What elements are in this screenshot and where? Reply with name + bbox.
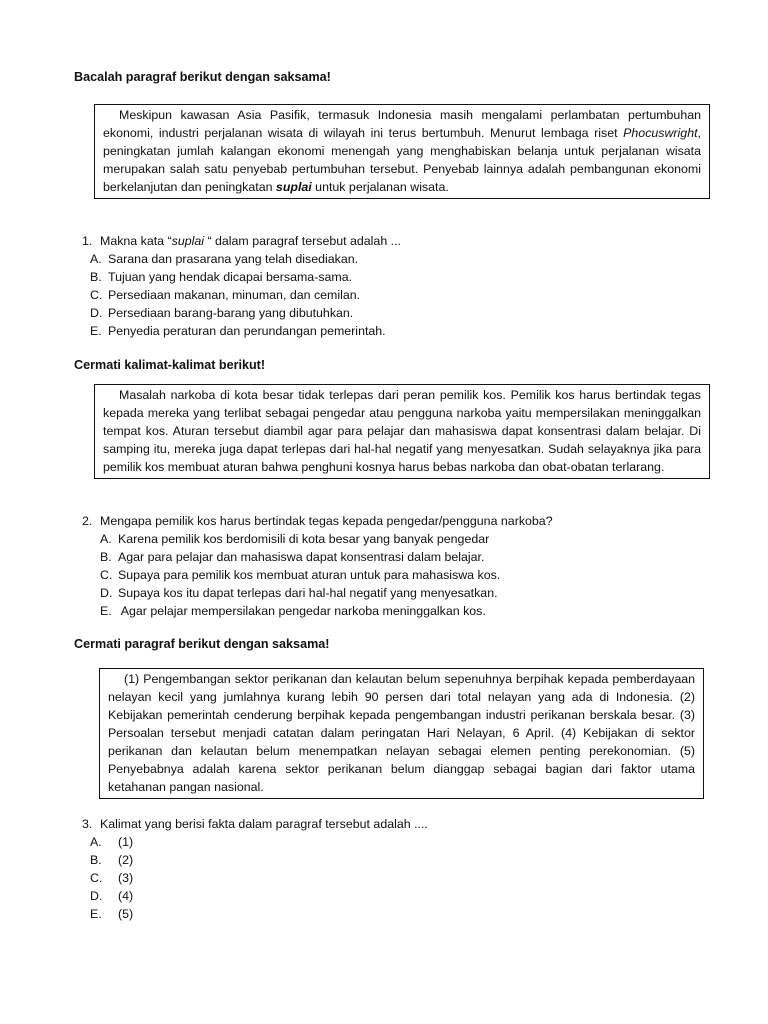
option[interactable]: D. Supaya kos itu dapat terlepas dari hal-hal negatif yang menyesatkan. xyxy=(100,586,498,600)
instruction-1: Bacalah paragraf berikut dengan saksama! xyxy=(74,70,331,84)
option[interactable]: D. Persediaan barang-barang yang dibutuhkan. xyxy=(90,306,354,320)
option[interactable]: C. Supaya para pemilik kos membuat aturan untuk para mahasiswa kos. xyxy=(100,568,501,582)
passage-box-1 xyxy=(94,104,710,199)
option[interactable]: A. (1) xyxy=(90,835,134,849)
option[interactable]: B. Tujuan yang hendak dicapai bersama-sama. xyxy=(90,270,353,284)
options-1 xyxy=(90,250,386,340)
options-3 xyxy=(90,833,133,923)
option[interactable]: E. Agar pelajar mempersilakan pengedar narkoba meninggalkan kos. xyxy=(100,604,486,618)
question-1: 1. Makna kata “suplai “ dalam paragraf tersebut adalah ... xyxy=(82,234,401,248)
passage-3: (1) Pengembangan sektor perikanan dan kelautan belum sepenuhnya berpihak kepada pemberdayaan nelayan kecil yang jumlahnya kurang lebih 90 persen dari total nelayan yang ada di Indonesia. (2) Kebijakan pemerintah cenderung berpihak kepada pengembangan industri perikanan berskala besar. (3) Persoalan tersebut menjadi catatan dalam peringatan Hari Nelayan, 6 April. (4) Kebijakan di sektor perikanan dan kelautan belum menempatkan nelayan sebagai elemen penting perekonomian. (5) Penyebabnya adalah karena sektor perikanan belum dianggap sebagai bagian dari faktor utama ketahanan pangan nasional. xyxy=(108,672,695,794)
option[interactable]: C. (3) xyxy=(90,871,134,885)
option[interactable]: E. (5) xyxy=(90,907,134,921)
passage-2: Masalah narkoba di kota besar tidak terlepas dari peran pemilik kos. Pemilik kos harus bertindak tegas kepada mereka yang terlibat sebagai pengedar atau pengguna narkoba yaitu mempersilakan meninggalkan tempat kos. Aturan tersebut diambil agar para pelajar dan mahasiswa dapat konsentrasi dalam belajar. Di samping itu, mereka juga dapat terlepas dari hal-hal negatif yang menyesatkan. Sudah selayaknya jika para pemilik kos membuat aturan bahwa penghuni kosnya harus bebas narkoba dan obat-obatan terlarang. xyxy=(103,388,701,474)
passage-1: Meskipun kawasan Asia Pasifik, termasuk Indonesia masih mengalami perlambatan pertumbuhan ekonomi, industri perjalanan wisata di wilayah ini terus bertumbuh. Menurut lembaga riset Phocuswright, peningkatan jumlah kalangan ekonomi menengah yang menghabiskan belanja untuk perjalanan wisata merupakan salah satu penyebab pertumbuhan tersebut. Penyebab lainnya adalah pembangunan ekonomi berkelanjutan dan peningkatan suplai untuk perjalanan wisata. xyxy=(103,108,701,194)
passage-box-2 xyxy=(94,384,710,479)
question-2: 2. Mengapa pemilik kos harus bertindak tegas kepada pengedar/pengguna narkoba? xyxy=(82,514,553,528)
option[interactable]: E. Penyedia peraturan dan perundangan pemerintah. xyxy=(90,324,386,338)
option[interactable]: B. (2) xyxy=(90,853,134,867)
instruction-3: Cermati paragraf berikut dengan saksama! xyxy=(74,637,330,651)
option[interactable]: C. Persediaan makanan, minuman, dan cemilan. xyxy=(90,288,361,302)
question-3: 3. Kalimat yang berisi fakta dalam paragraf tersebut adalah .... xyxy=(82,817,428,831)
passage-box-3 xyxy=(99,668,704,799)
option[interactable]: B. Agar para pelajar dan mahasiswa dapat konsentrasi dalam belajar. xyxy=(100,550,485,564)
options-2 xyxy=(100,530,500,620)
option[interactable]: A. Sarana dan prasarana yang telah disediakan. xyxy=(90,252,359,266)
option[interactable]: D. (4) xyxy=(90,889,134,903)
instruction-2: Cermati kalimat-kalimat berikut! xyxy=(74,358,266,372)
option[interactable]: A. Karena pemilik kos berdomisili di kota besar yang banyak pengedar xyxy=(100,532,490,546)
